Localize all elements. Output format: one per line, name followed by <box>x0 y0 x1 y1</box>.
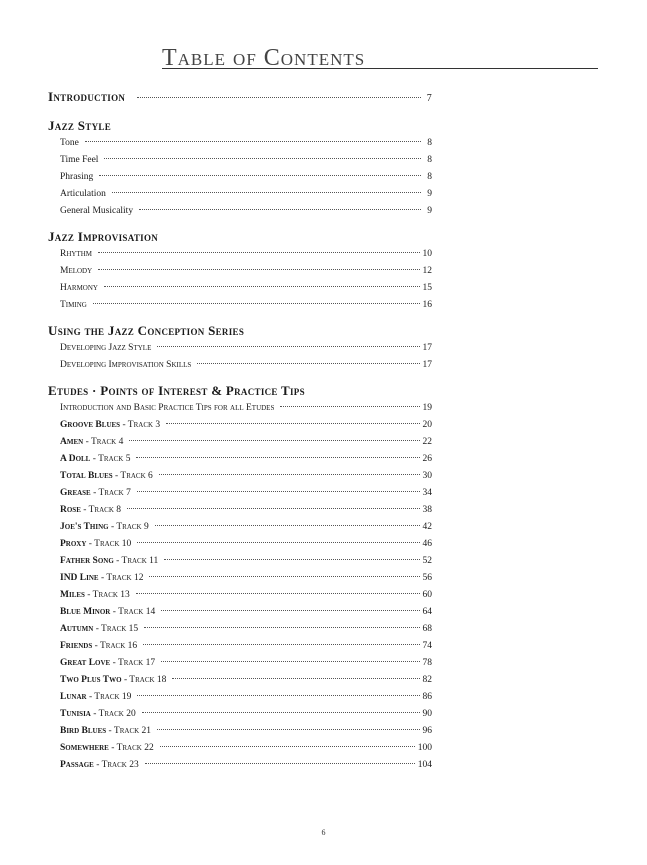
toc-entry-etude[interactable] <box>48 587 432 604</box>
footer-page-number: 6 <box>321 828 326 837</box>
toc-entry[interactable] <box>48 203 432 220</box>
dot-leader <box>157 346 419 347</box>
page-number: 16 <box>422 300 432 310</box>
page-number: 22 <box>422 437 432 447</box>
page-number: 30 <box>422 471 432 481</box>
entry-label <box>60 570 143 587</box>
dot-leader <box>98 252 419 253</box>
page-number: 78 <box>422 658 432 668</box>
series-list <box>48 340 432 374</box>
entry-label: Articulation <box>60 189 106 199</box>
entry-label: Timing <box>60 300 87 310</box>
entry-label <box>60 638 137 655</box>
entry-label <box>60 587 130 604</box>
dot-leader <box>98 269 419 270</box>
dot-leader <box>99 175 421 176</box>
entry-label <box>60 757 139 774</box>
dot-leader <box>157 729 419 730</box>
track-number: - Track 18 <box>121 675 167 685</box>
entry-label: Phrasing <box>60 172 94 182</box>
entry-label <box>60 740 154 757</box>
entry-label <box>60 655 155 672</box>
toc-entry[interactable] <box>48 186 432 203</box>
toc-entry[interactable] <box>48 280 432 297</box>
dot-leader <box>161 661 419 662</box>
track-number: - Track 4 <box>83 437 124 447</box>
toc-entry[interactable] <box>48 340 432 357</box>
page-number: 56 <box>422 573 432 583</box>
track-number: - Track 6 <box>112 471 153 481</box>
dot-leader <box>164 559 419 560</box>
page-number: 38 <box>422 505 432 515</box>
dot-leader <box>136 457 419 458</box>
page-number: 74 <box>422 641 432 651</box>
track-number: - Track 23 <box>93 760 139 770</box>
etude-name: Grease <box>60 488 91 498</box>
track-number: - Track 9 <box>108 522 149 532</box>
dot-leader <box>145 763 415 764</box>
dot-leader <box>137 542 419 543</box>
track-number: - Track 3 <box>120 420 161 430</box>
page-number: 9 <box>427 189 432 199</box>
entry-label <box>60 417 160 434</box>
entry-label <box>60 519 149 536</box>
toc-entry[interactable] <box>48 263 432 280</box>
page-number: 26 <box>422 454 432 464</box>
etude-name: Blue Minor <box>60 607 111 617</box>
entry-label: General Musicality <box>60 206 134 216</box>
etude-name: IND Line <box>60 573 99 583</box>
etude-name: Friends <box>60 641 93 651</box>
entry-label: Harmony <box>60 283 98 293</box>
toc-entry[interactable] <box>48 169 432 186</box>
toc-section-jazz-style: Jazz Style <box>48 118 111 133</box>
dot-leader <box>136 593 420 594</box>
entry-label: Melody <box>60 266 93 276</box>
etude-name: Bird Blues <box>60 726 107 736</box>
track-number: - Track 22 <box>108 743 154 753</box>
page-number: 46 <box>422 539 432 549</box>
entry-label <box>60 451 130 468</box>
etude-name: Tunisia <box>60 709 91 719</box>
page-number: 8 <box>427 172 432 182</box>
toc-section-series: Using the Jazz Conception Series <box>48 323 245 338</box>
track-number: - Track 19 <box>86 692 132 702</box>
toc-entry-etude[interactable] <box>48 451 432 468</box>
entry-label: Developing Improvisation Skills <box>60 360 192 370</box>
etude-name: Somewhere <box>60 743 109 753</box>
toc-entry-etude[interactable] <box>48 434 432 451</box>
dot-leader <box>104 286 420 287</box>
etude-name: Groove Blues <box>60 420 121 430</box>
toc-entry-etude[interactable] <box>48 706 432 723</box>
section-label: Introduction <box>48 89 126 104</box>
dot-leader <box>172 678 419 679</box>
etude-name: Amen <box>60 437 84 447</box>
track-number: - Track 7 <box>90 488 131 498</box>
entry-label: Rhythm <box>60 249 93 259</box>
etude-name: A Doll <box>60 454 91 464</box>
toc-entry-etude[interactable] <box>48 519 432 536</box>
dot-leader <box>197 363 419 364</box>
page-number: 17 <box>422 343 432 353</box>
page-number: 60 <box>422 590 432 600</box>
toc-entry-etude[interactable] <box>48 655 432 672</box>
page-number: 10 <box>422 249 432 259</box>
dot-leader <box>166 423 419 424</box>
track-number: - Track 21 <box>106 726 152 736</box>
toc-entry-etude[interactable] <box>48 672 432 689</box>
entry-label <box>60 502 121 519</box>
page-number: 7 <box>426 93 432 104</box>
toc-entry-etude[interactable] <box>48 468 432 485</box>
dot-leader <box>142 712 420 713</box>
etude-name: Great Love <box>60 658 111 668</box>
etude-name: Lunar <box>60 692 87 702</box>
dot-leader <box>160 746 415 747</box>
dot-leader <box>93 303 420 304</box>
toc-entry-etude[interactable] <box>48 740 432 757</box>
toc-entry-etude[interactable] <box>48 570 432 587</box>
toc-section-jazz-improvisation: Jazz Improvisation <box>48 229 159 244</box>
table-of-contents <box>48 88 432 774</box>
dot-leader <box>85 141 421 142</box>
page-number: 9 <box>427 206 432 216</box>
etude-name: Total Blues <box>60 471 113 481</box>
track-number: - Track 8 <box>80 505 121 515</box>
page-number: 12 <box>422 266 432 276</box>
track-number: - Track 15 <box>93 624 139 634</box>
page-number: 8 <box>427 138 432 148</box>
etude-name: Autumn <box>60 624 94 634</box>
toc-section-etudes: Etudes · Points of Interest & Practice Tips <box>48 383 305 398</box>
track-number: - Track 5 <box>90 454 131 464</box>
page-number: 90 <box>422 709 432 719</box>
title-rule <box>162 68 598 69</box>
page-number: 17 <box>422 360 432 370</box>
etude-name: Joe's Thing <box>60 522 109 532</box>
dot-leader <box>149 576 419 577</box>
entry-label <box>60 536 131 553</box>
entry-label <box>60 621 138 638</box>
track-number: - Track 17 <box>110 658 156 668</box>
entry-label <box>60 672 166 689</box>
dot-leader <box>280 406 419 407</box>
dot-leader <box>139 209 421 210</box>
track-number: - Track 11 <box>113 556 159 566</box>
toc-entry-etude[interactable] <box>48 485 432 502</box>
page-number: 104 <box>417 760 432 770</box>
dot-leader <box>137 97 421 98</box>
toc-entry[interactable] <box>48 135 432 152</box>
page-number: 42 <box>422 522 432 532</box>
dot-leader <box>155 525 420 526</box>
page-number: 8 <box>427 155 432 165</box>
page-title: Table of Contents <box>162 45 366 71</box>
entry-label: Introduction and Basic Practice Tips for all Etudes <box>60 403 275 413</box>
track-number: - Track 10 <box>86 539 132 549</box>
toc-entry[interactable] <box>48 357 432 374</box>
etude-name: Proxy <box>60 539 87 549</box>
dot-leader <box>159 474 420 475</box>
page-number: 96 <box>422 726 432 736</box>
track-number: - Track 13 <box>84 590 130 600</box>
entry-label <box>60 706 136 723</box>
jazz-style-list <box>48 135 432 220</box>
dot-leader <box>144 627 419 628</box>
page-number: 52 <box>422 556 432 566</box>
etude-name: Father Song <box>60 556 114 566</box>
track-number: - Track 14 <box>110 607 156 617</box>
track-number: - Track 16 <box>92 641 138 651</box>
toc-entry[interactable] <box>48 152 432 169</box>
page-number: 64 <box>422 607 432 617</box>
entry-label: Tone <box>60 138 79 148</box>
page-number: 82 <box>422 675 432 685</box>
dot-leader <box>143 644 419 645</box>
toc-entry-etude[interactable] <box>48 536 432 553</box>
toc-entry-etude[interactable] <box>48 417 432 434</box>
entry-label <box>60 553 158 570</box>
dot-leader <box>137 695 419 696</box>
toc-entry-etude[interactable] <box>48 757 432 774</box>
toc-section-introduction[interactable] <box>48 88 432 108</box>
dot-leader <box>137 491 420 492</box>
etude-name: Two Plus Two <box>60 675 122 685</box>
entry-label <box>60 689 131 706</box>
entry-label <box>60 604 155 621</box>
track-number: - Track 20 <box>90 709 136 719</box>
toc-entry-etude[interactable] <box>48 502 432 519</box>
etude-name: Rose <box>60 505 81 515</box>
etude-name: Miles <box>60 590 85 600</box>
page-number: 86 <box>422 692 432 702</box>
entry-label <box>60 485 131 502</box>
page-number: 15 <box>422 283 432 293</box>
toc-entry-etude[interactable] <box>48 621 432 638</box>
entry-label <box>60 468 153 485</box>
toc-entry-etude[interactable] <box>48 723 432 740</box>
entry-label: Developing Jazz Style <box>60 343 152 353</box>
page-number: 20 <box>422 420 432 430</box>
page-number: 68 <box>422 624 432 634</box>
toc-entry-etude[interactable] <box>48 638 432 655</box>
toc-entry-etude[interactable] <box>48 689 432 706</box>
toc-entry[interactable] <box>48 246 432 263</box>
track-number: - Track 12 <box>98 573 144 583</box>
toc-entry[interactable] <box>48 297 432 314</box>
page-number: 34 <box>422 488 432 498</box>
toc-entry-etude[interactable] <box>48 553 432 570</box>
page-number: 100 <box>417 743 432 753</box>
entry-label: Time Feel <box>60 155 99 165</box>
toc-entry-etude[interactable] <box>48 604 432 621</box>
dot-leader <box>127 508 420 509</box>
page-number: 19 <box>422 403 432 413</box>
jazz-improvisation-list <box>48 246 432 314</box>
dot-leader <box>129 440 419 441</box>
etude-name: Passage <box>60 760 94 770</box>
dot-leader <box>112 192 421 193</box>
entry-label <box>60 434 123 451</box>
dot-leader <box>104 158 421 159</box>
etudes-list <box>48 417 432 774</box>
dot-leader <box>161 610 419 611</box>
toc-entry-etudes-intro[interactable] <box>48 400 432 417</box>
entry-label <box>60 723 151 740</box>
